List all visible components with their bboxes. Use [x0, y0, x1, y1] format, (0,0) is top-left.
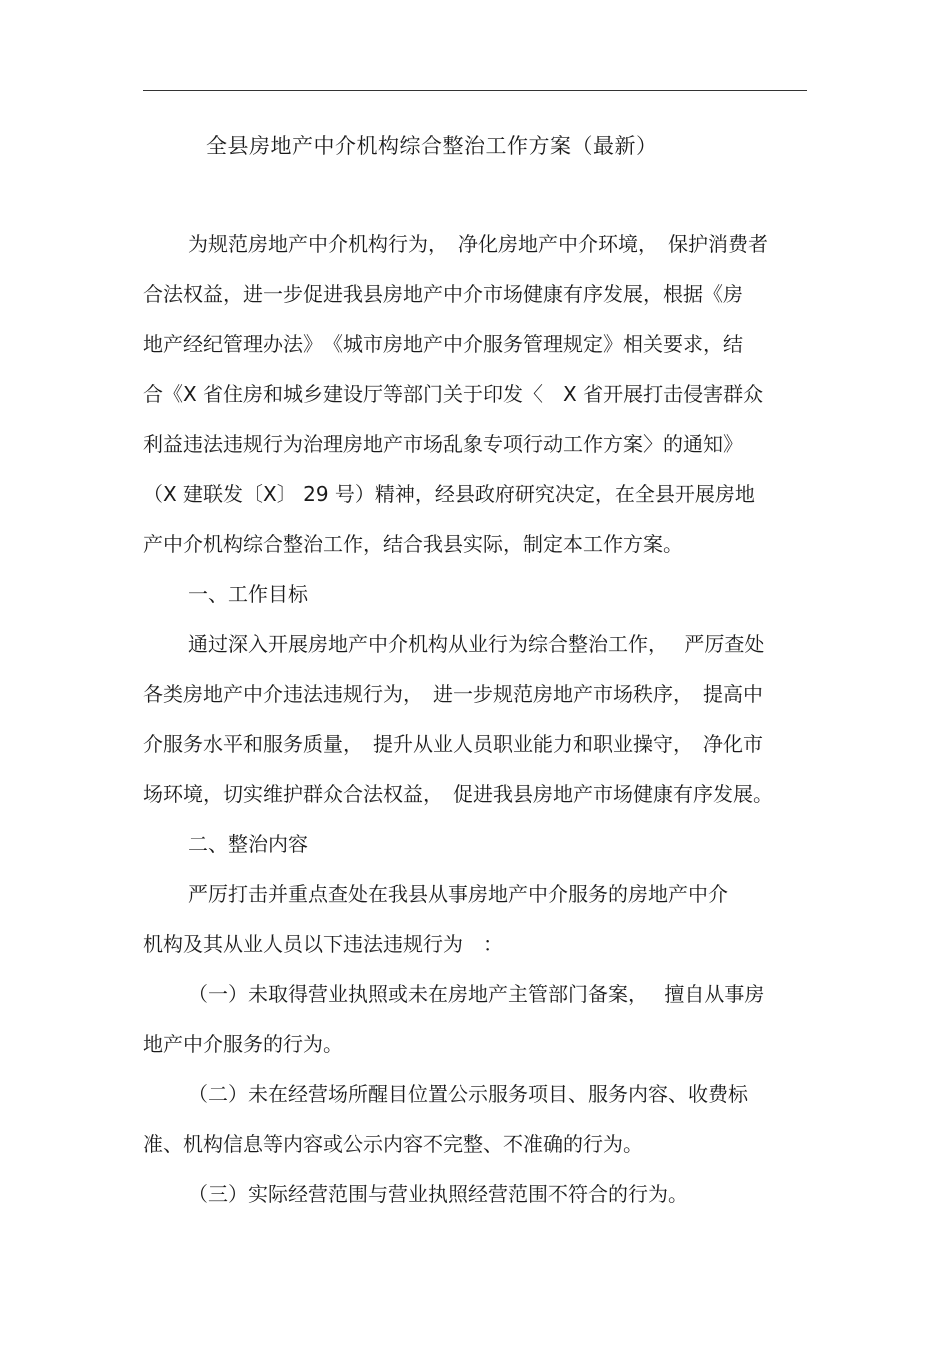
- header-rule: [143, 90, 807, 91]
- goals-line: 场环境，切实维护群众合法权益， 促进我县房地产市场健康有序发展。: [143, 782, 773, 806]
- intro-line: 合《X 省住房和城乡建设厅等部门关于印发〈 X 省开展打击侵害群众: [143, 382, 764, 406]
- goals-line: 通过深入开展房地产中介机构从业行为综合整治工作， 严厉查处: [188, 632, 765, 656]
- section-heading-goals: 一、工作目标: [188, 582, 308, 606]
- intro-line: 为规范房地产中介机构行为， 净化房地产中介环境， 保护消费者: [188, 232, 768, 256]
- section-heading-content: 二、整治内容: [188, 832, 308, 856]
- item-line: 地产中介服务的行为。: [143, 1032, 343, 1056]
- intro-line: 合法权益，进一步促进我县房地产中介市场健康有序发展，根据《房: [143, 282, 743, 306]
- content-intro-line: 机构及其从业人员以下违法违规行为 ：: [143, 932, 503, 956]
- content-intro-line: 严厉打击并重点查处在我县从事房地产中介服务的房地产中介: [188, 882, 728, 906]
- goals-line: 介服务水平和服务质量， 提升从业人员职业能力和职业操守， 净化市: [143, 732, 763, 756]
- intro-line: 利益违法违规行为治理房地产市场乱象专项行动工作方案〉的通知》: [143, 432, 743, 456]
- item-line: （三）实际经营范围与营业执照经营范围不符合的行为。: [188, 1182, 688, 1206]
- item-line: （一）未取得营业执照或未在房地产主管部门备案， 擅自从事房: [188, 982, 765, 1006]
- intro-line: 地产经纪管理办法》 《城市房地产中介服务管理规定》相关要求，结: [143, 332, 743, 356]
- item-line: （二）未在经营场所醒目位置公示服务项目、服务内容、收费标: [188, 1082, 748, 1106]
- intro-line: （X 建联发〔X〕 29 号）精神，经县政府研究决定，在全县开展房地: [143, 482, 755, 506]
- item-line: 准、机构信息等内容或公示内容不完整、不准确的行为。: [143, 1132, 643, 1156]
- document-title: 全县房地产中介机构综合整治工作方案（最新）: [206, 134, 658, 158]
- goals-line: 各类房地产中介违法违规行为， 进一步规范房地产市场秩序， 提高中: [143, 682, 763, 706]
- intro-line: 产中介机构综合整治工作，结合我县实际，制定本工作方案。: [143, 532, 683, 556]
